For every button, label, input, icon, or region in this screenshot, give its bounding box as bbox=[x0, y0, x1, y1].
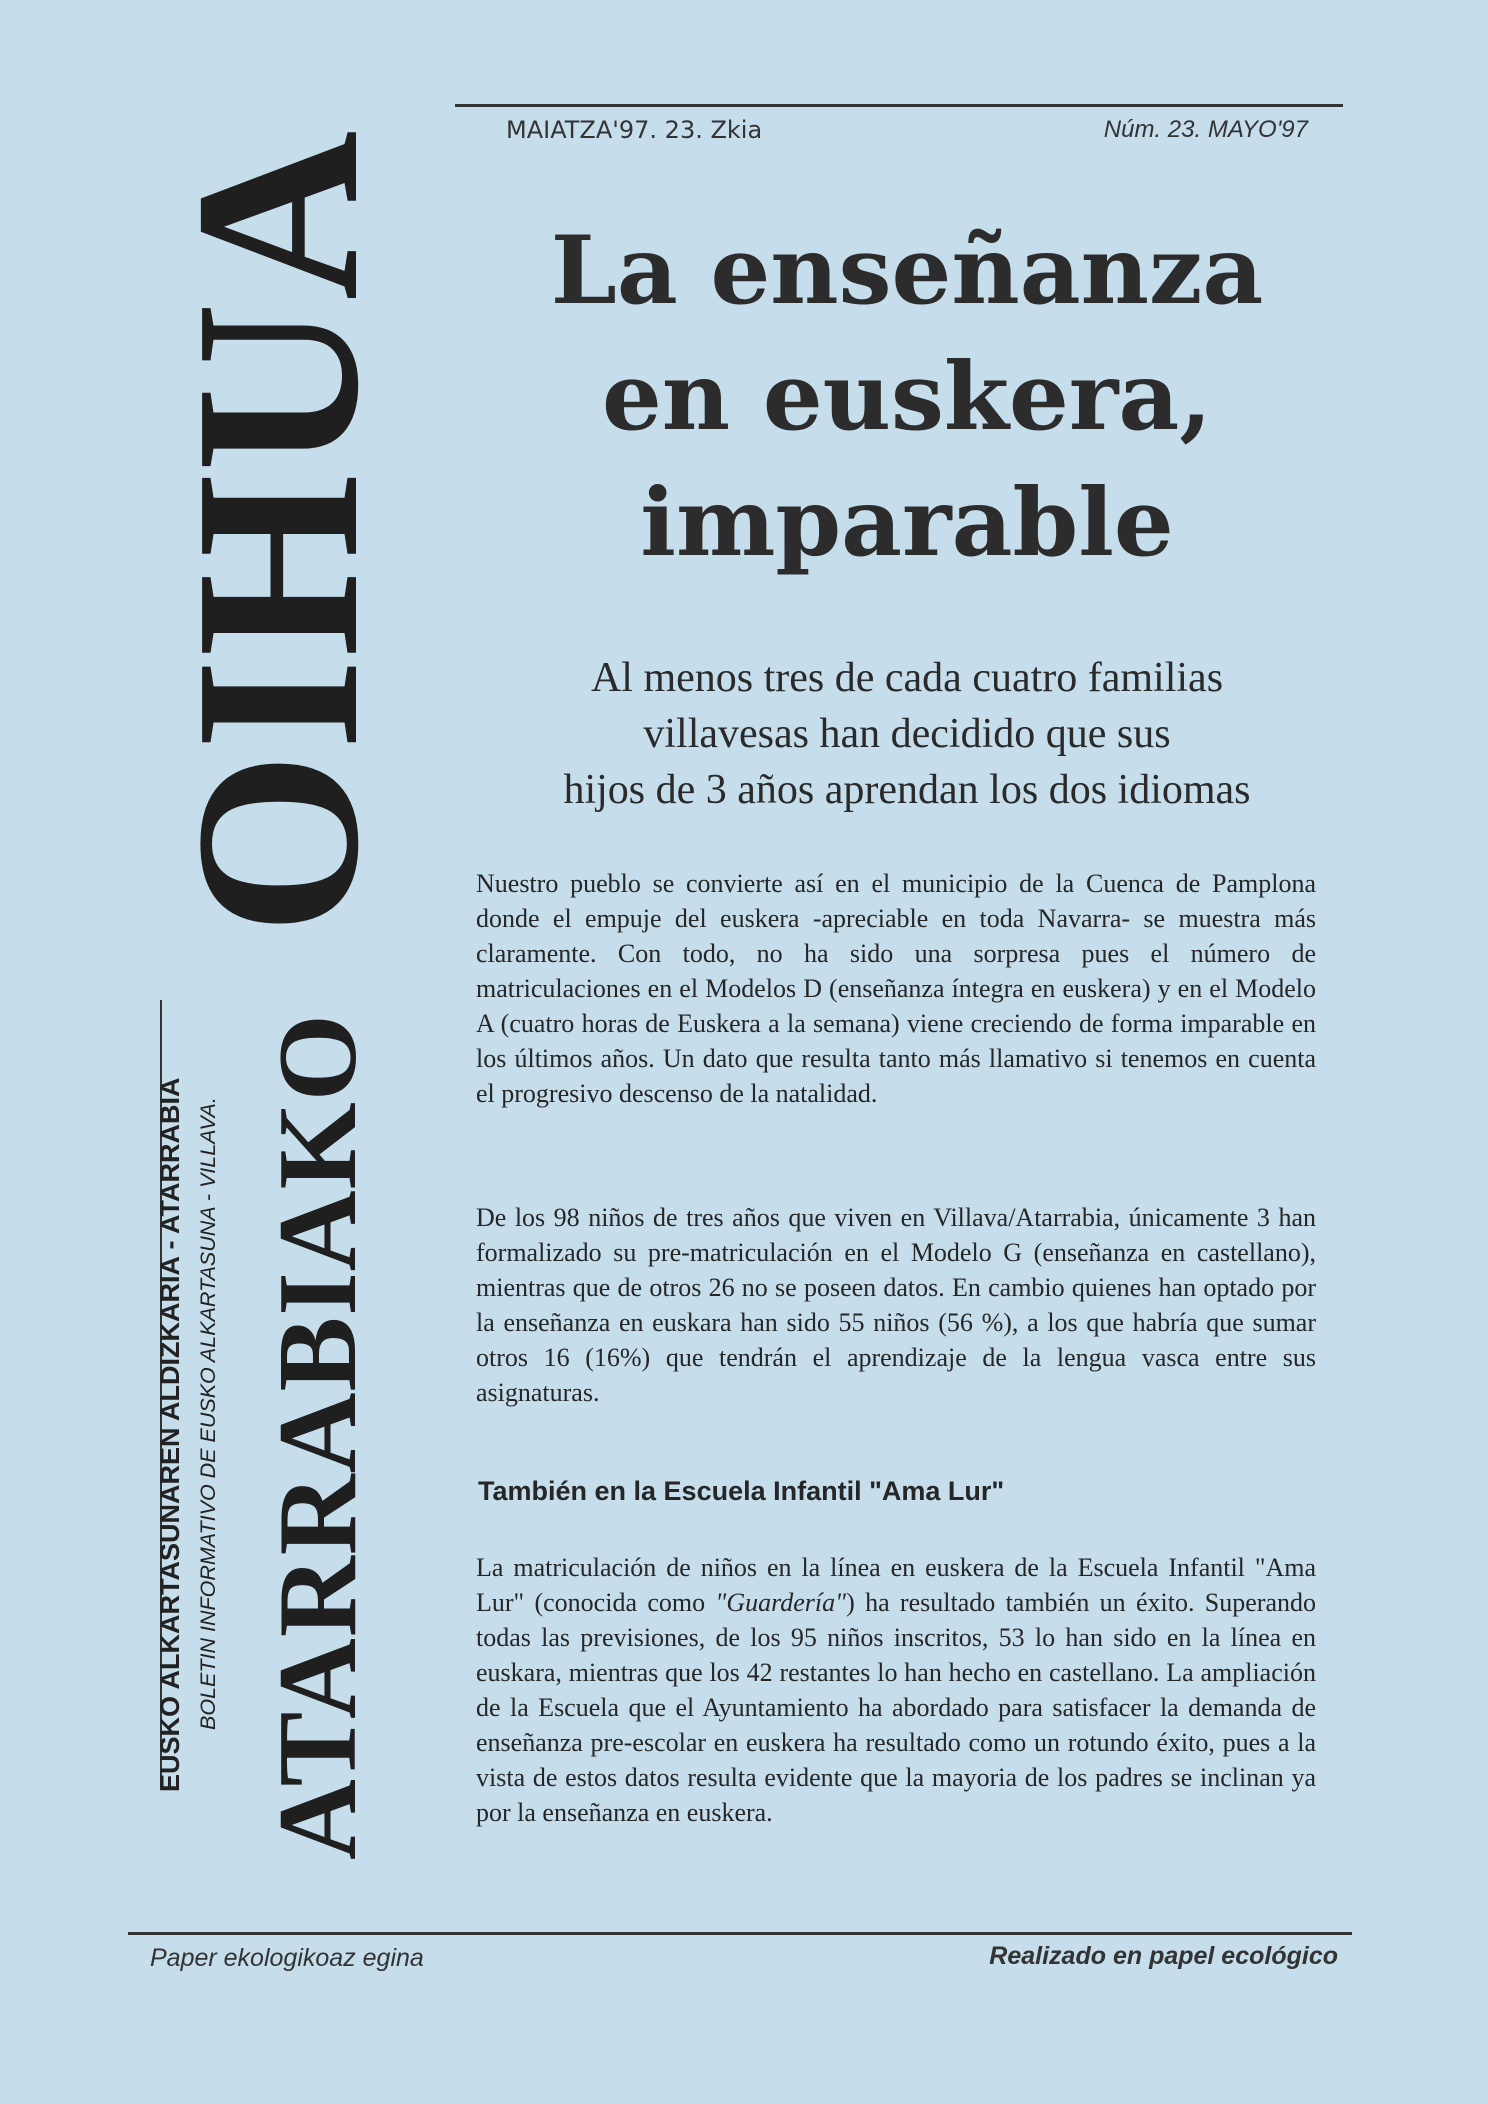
article-paragraph-1: Nuestro pueblo se convierte así en el municipio de la Cuenca de Pamplona donde el empuje del euskera -apreciable en toda Navarra- se muestra más claramente. Con todo, no ha sido una sorpresa pues el número de matriculaciones en el Modelos D (enseñanza íntegra en euskera) y en el Modelo A (cuatro horas de Euskera a la semana) viene creciendo de forma imparable en los últimos años. Un dato que resulta tanto más llamativo si tenemos en cuenta el progresivo descenso de la natalidad. bbox=[476, 869, 1316, 1108]
headline-line: La enseñanza bbox=[550, 216, 1264, 326]
headline-line: en euskera, bbox=[601, 342, 1213, 452]
masthead-basque-line: EUSKO ALKARTASUNAREN ALDIZKARIA - ATARRABIA bbox=[155, 1077, 185, 1792]
article-paragraph-3 bbox=[476, 1550, 1316, 1830]
paragraph-3-text-b: ) ha resultado también un éxito. Superando todas las previsiones, de los 95 niños inscritos, 53 lo han sido en la línea en euskara, mientras que los 42 restantes lo han hecho en castellano. La ampliación de la Escuela que el Ayuntamiento ha abordado para satisfacer la demanda de enseñanza pre-escolar en euskera ha resultado como un rotundo éxito, pues a la vista de estos datos resulta evidente que la mayoria de los padres se inclinan ya por la enseñanza en euskera. bbox=[476, 1588, 1316, 1827]
bottom-rule bbox=[128, 1932, 1352, 1935]
guarderia-term: "Guardería" bbox=[715, 1588, 847, 1617]
masthead-spanish-line: BOLETIN INFORMATIVO DE EUSKO ALKARTASUNA - VILLAVA. bbox=[196, 1097, 220, 1730]
footer-basque: Paper ekologikoaz egina bbox=[150, 1944, 424, 1972]
subheadline-line: hijos de 3 años aprendan los dos idiomas bbox=[563, 767, 1251, 813]
subheadline bbox=[452, 650, 1362, 818]
section-title: También en la Escuela Infantil "Ama Lur" bbox=[478, 1476, 1005, 1506]
top-rule bbox=[455, 104, 1343, 107]
issue-spanish: Núm. 23. MAYO'97 bbox=[1103, 116, 1308, 143]
headline bbox=[452, 208, 1362, 586]
article-paragraph-2: De los 98 niños de tres años que viven en Villava/Atarrabia, únicamente 3 han formalizado su pre-matriculación en el Modelo G (enseñanza en castellano), mientras que de otros 26 no se poseen datos. En cambio quienes han optado por la enseñanza en euskara han sido 55 niños (56 %), a los que habría que sumar otros 16 (16%) que tendrán el aprendizaje de la lengua vasca entre sus asignaturas. bbox=[476, 1203, 1316, 1407]
masthead-title: OIHUA bbox=[147, 128, 407, 935]
subheadline-line: villavesas han decidido que sus bbox=[643, 711, 1171, 757]
issue-basque: MAIATZA'97. 23. Zkia bbox=[506, 116, 763, 144]
headline-line: imparable bbox=[640, 468, 1174, 578]
paragraph-3-text-a: La matriculación de niños en la línea en euskera de la Escuela Infantil "Ama Lur" (conocida como bbox=[476, 1553, 1316, 1617]
footer-spanish: Realizado en papel ecológico bbox=[989, 1942, 1338, 1970]
masthead-subtitle: ATARRABIAKO bbox=[256, 1013, 380, 1860]
subheadline-line: Al menos tres de cada cuatro familias bbox=[590, 655, 1224, 701]
